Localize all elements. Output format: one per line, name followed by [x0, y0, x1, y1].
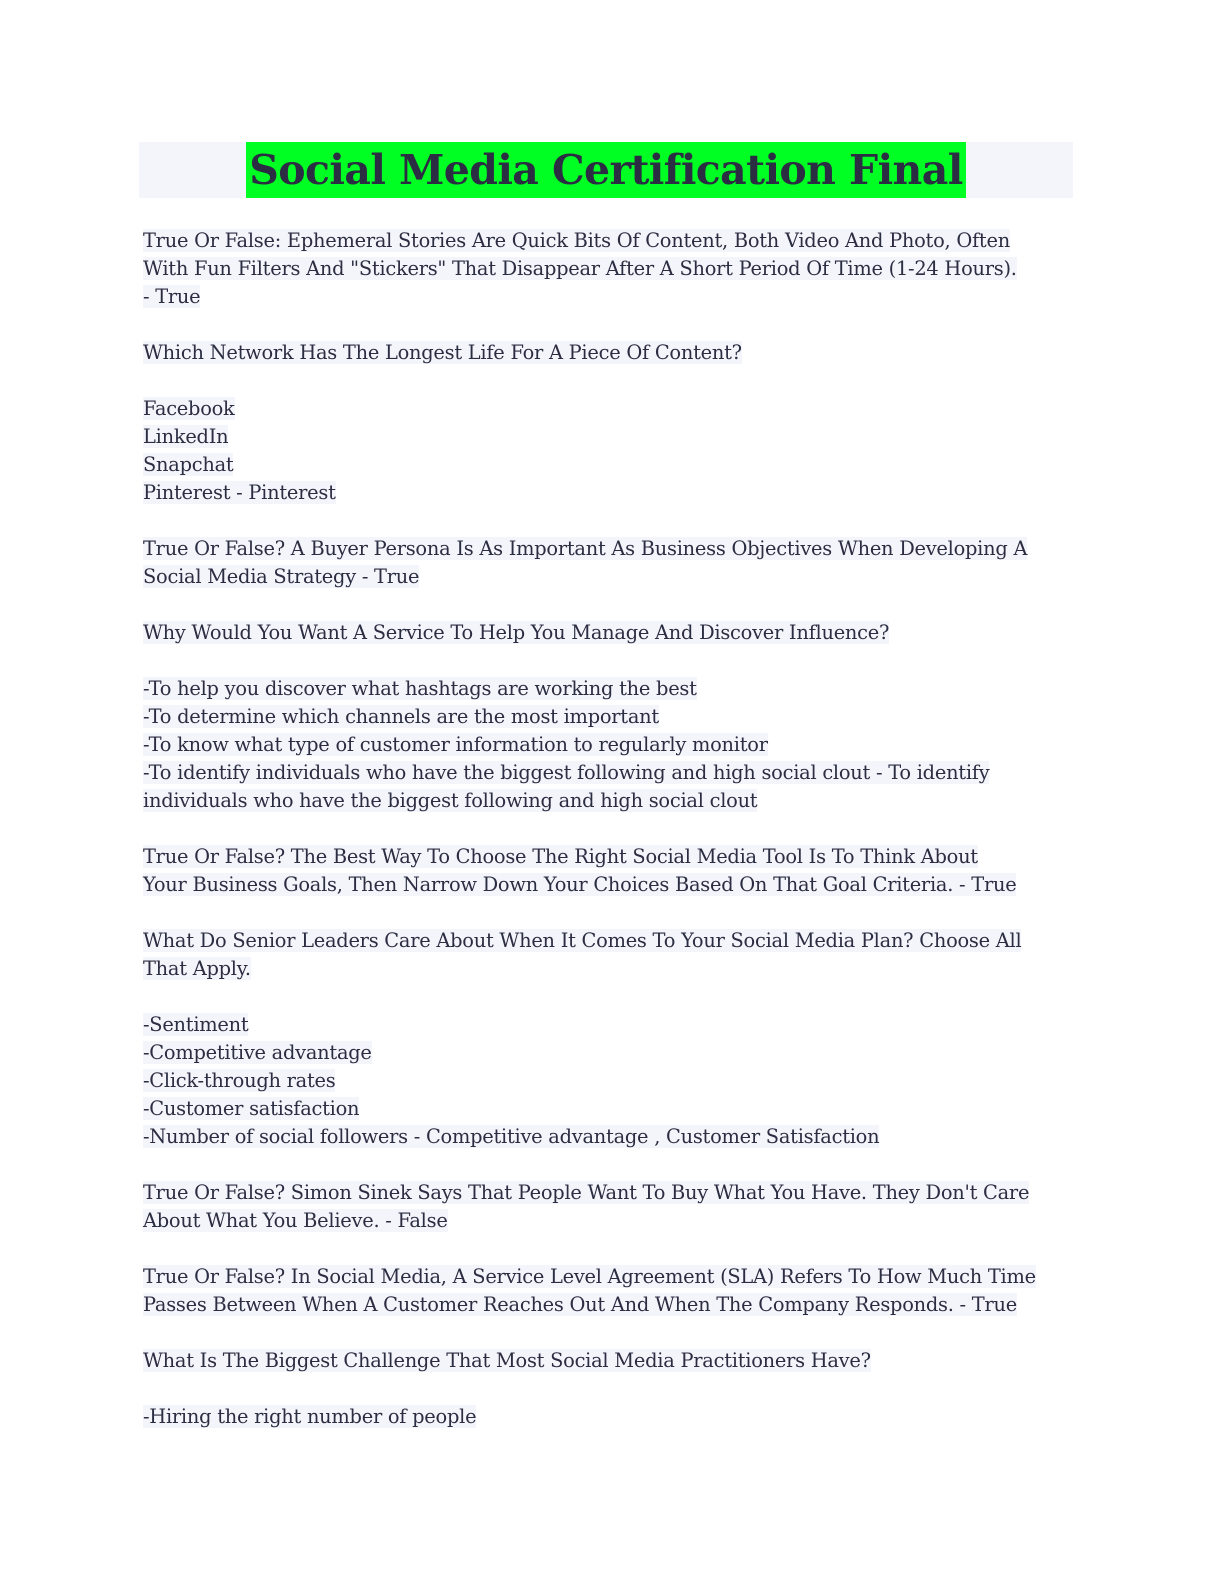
text-line-content: LinkedIn [143, 425, 229, 448]
qa-block [143, 1347, 1078, 1375]
text-line [143, 955, 1078, 983]
document-body [143, 227, 1078, 1459]
text-line-content: -To identify individuals who have the biggest following and high social clout - To identify [143, 761, 990, 784]
text-line [143, 423, 1078, 451]
text-line [143, 563, 1078, 591]
text-line [143, 479, 1078, 507]
text-line [143, 675, 1078, 703]
text-line-content: -Sentiment [143, 1013, 249, 1036]
qa-block [143, 1011, 1078, 1151]
text-line-content: Why Would You Want A Service To Help You Manage And Discover Influence? [143, 621, 890, 644]
text-line-content: -Click-through rates [143, 1069, 336, 1092]
text-line [143, 871, 1078, 899]
text-line-content: Facebook [143, 397, 235, 420]
text-line-content: Passes Between When A Customer Reaches Out And When The Company Responds. - True [143, 1293, 1017, 1316]
text-line-content: Social Media Strategy - True [143, 565, 420, 588]
text-line [143, 227, 1078, 255]
text-line [143, 927, 1078, 955]
qa-block [143, 1263, 1078, 1319]
title-band [139, 142, 1073, 198]
qa-block [143, 1179, 1078, 1235]
text-line [143, 1067, 1078, 1095]
text-line-content: Which Network Has The Longest Life For A Piece Of Content? [143, 341, 742, 364]
qa-block [143, 1403, 1078, 1431]
text-line-content: True Or False: Ephemeral Stories Are Quick Bits Of Content, Both Video And Photo, Often [143, 229, 1010, 252]
text-line-content: What Do Senior Leaders Care About When It Comes To Your Social Media Plan? Choose All [143, 929, 1022, 952]
text-line [143, 619, 1078, 647]
text-line-content: -To know what type of customer information to regularly monitor [143, 733, 768, 756]
qa-block [143, 675, 1078, 815]
qa-block [143, 339, 1078, 367]
text-line-content: -To determine which channels are the most important [143, 705, 659, 728]
text-line-content: Pinterest - Pinterest [143, 481, 336, 504]
text-line [143, 1263, 1078, 1291]
text-line-content: -Hiring the right number of people [143, 1405, 477, 1428]
text-line-content: -Customer satisfaction [143, 1097, 360, 1120]
text-line [143, 731, 1078, 759]
qa-block [143, 927, 1078, 983]
text-line [143, 395, 1078, 423]
text-line [143, 759, 1078, 787]
text-line-content: individuals who have the biggest following and high social clout [143, 789, 758, 812]
text-line [143, 1039, 1078, 1067]
text-line [143, 535, 1078, 563]
text-line-content: With Fun Filters And "Stickers" That Disappear After A Short Period Of Time (1-24 Hours). [143, 257, 1017, 280]
text-line-content: True Or False? A Buyer Persona Is As Important As Business Objectives When Developing A [143, 537, 1028, 560]
text-line-content: -To help you discover what hashtags are working the best [143, 677, 697, 700]
text-line [143, 1291, 1078, 1319]
text-line [143, 1123, 1078, 1151]
text-line-content: - True [143, 285, 201, 308]
qa-block [143, 843, 1078, 899]
text-line-content: That Apply. [143, 957, 251, 980]
text-line [143, 703, 1078, 731]
text-line-content: True Or False? Simon Sinek Says That People Want To Buy What You Have. They Don't Care [143, 1181, 1030, 1204]
text-line-content: Snapchat [143, 453, 234, 476]
document-title: Social Media Certification Final [246, 142, 965, 198]
text-line-content: True Or False? In Social Media, A Service Level Agreement (SLA) Refers To How Much Time [143, 1265, 1036, 1288]
qa-block [143, 227, 1078, 311]
text-line [143, 339, 1078, 367]
text-line-content: About What You Believe. - False [143, 1209, 448, 1232]
text-line [143, 1095, 1078, 1123]
text-line [143, 1179, 1078, 1207]
text-line [143, 283, 1078, 311]
qa-block [143, 535, 1078, 591]
text-line [143, 255, 1078, 283]
text-line [143, 1347, 1078, 1375]
text-line [143, 787, 1078, 815]
text-line-content: -Number of social followers - Competitive advantage , Customer Satisfaction [143, 1125, 880, 1148]
text-line-content: Your Business Goals, Then Narrow Down Your Choices Based On That Goal Criteria. - True [143, 873, 1017, 896]
qa-block [143, 619, 1078, 647]
qa-block [143, 395, 1078, 507]
text-line [143, 843, 1078, 871]
text-line [143, 1011, 1078, 1039]
text-line [143, 1207, 1078, 1235]
text-line [143, 451, 1078, 479]
text-line-content: True Or False? The Best Way To Choose The Right Social Media Tool Is To Think About [143, 845, 978, 868]
text-line-content: -Competitive advantage [143, 1041, 372, 1064]
text-line [143, 1403, 1078, 1431]
text-line-content: What Is The Biggest Challenge That Most Social Media Practitioners Have? [143, 1349, 871, 1372]
